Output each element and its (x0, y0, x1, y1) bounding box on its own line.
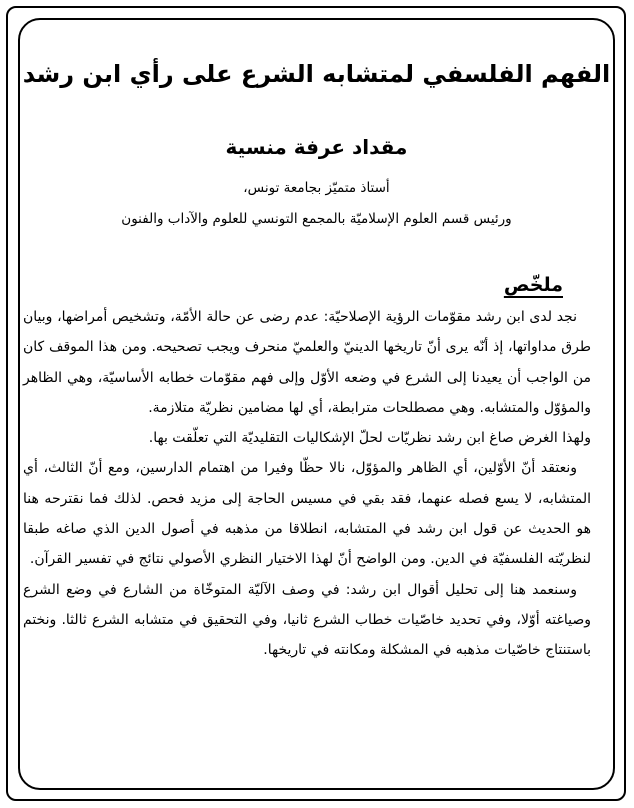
abstract-heading: ملخّص (503, 274, 563, 296)
inner-page-border (18, 18, 615, 790)
author-name: مقداد عرفة منسية (225, 135, 408, 159)
abstract-paragraph: نجد لدى ابن رشد مقوّمات الرؤية الإصلاحيّة: عدم رضى عن حالة الأمّة، وتشخيص أمراضها، وبيان طرق مداواتها، إذ أنّه يرى أنّ تاريخها الدينيّ والعلميّ منحرف ويجب تصحيحه. ومن هذا الموقف كان من الواجب أن يعيدنا إلى الشرع في وضعه الأوّل وإلى فهم مقوّمات خطابه الأساسيّة، وهي الظاهر والمؤوّل والمتشابه. وهي مصطلحات مترابطة، أي لها مضامين نظريّة متلازمة. (23, 309, 591, 416)
article-title: الفهم الفلسفي لمتشابه الشرع على رأي ابن رشد (22, 60, 611, 88)
author-affiliation-line-1: أستاذ متميّز بجامعة تونس، (243, 180, 390, 196)
abstract-paragraph: ونعتقد أنّ الأوّلين، أي الظاهر والمؤوّل، نالا حظّا وفيرا من اهتمام الدارسين، ومع أنّ الثالث، أي المتشابه، لا يسع فصله عنهما، فقد بقي في مسيس الحاجة إلى مزيد فحص. لذلك فما نقترحه هنا هو الحديث عن قول ابن رشد في المتشابه، انطلاقا من مذهبه في أصول الدين الذي صاغه طبقا لنظريّته الفلسفيّة في الدين. ومن الواضح أنّ لهذا الاختيار النظري الأصولي نتائج في تفسير القرآن. (23, 460, 591, 568)
abstract-paragraph: وسنعمد هنا إلى تحليل أقوال ابن رشد: في وصف الآليّة المتوخّاة من الشارع في وضع الشرع وصياغته أوّلا، وفي تحديد خاصّيات خطاب الشرع ثانيا، وفي التحقيق في متشابه الشرع ثالثا. ونختم باستنتاج خاصّيات مذهبه في المشكلة ومكانته في تاريخها. (23, 581, 591, 659)
abstract-body (23, 302, 591, 666)
author-affiliation-line-2: ورئيس قسم العلوم الإسلاميّة بالمجمع التونسي للعلوم والآداب والفنون (121, 211, 512, 227)
abstract-paragraph: ولهذا الغرض صاغ ابن رشد نظريّات لحلّ الإشكاليات التقليديّة التي تعلّقت بها. (148, 430, 591, 447)
